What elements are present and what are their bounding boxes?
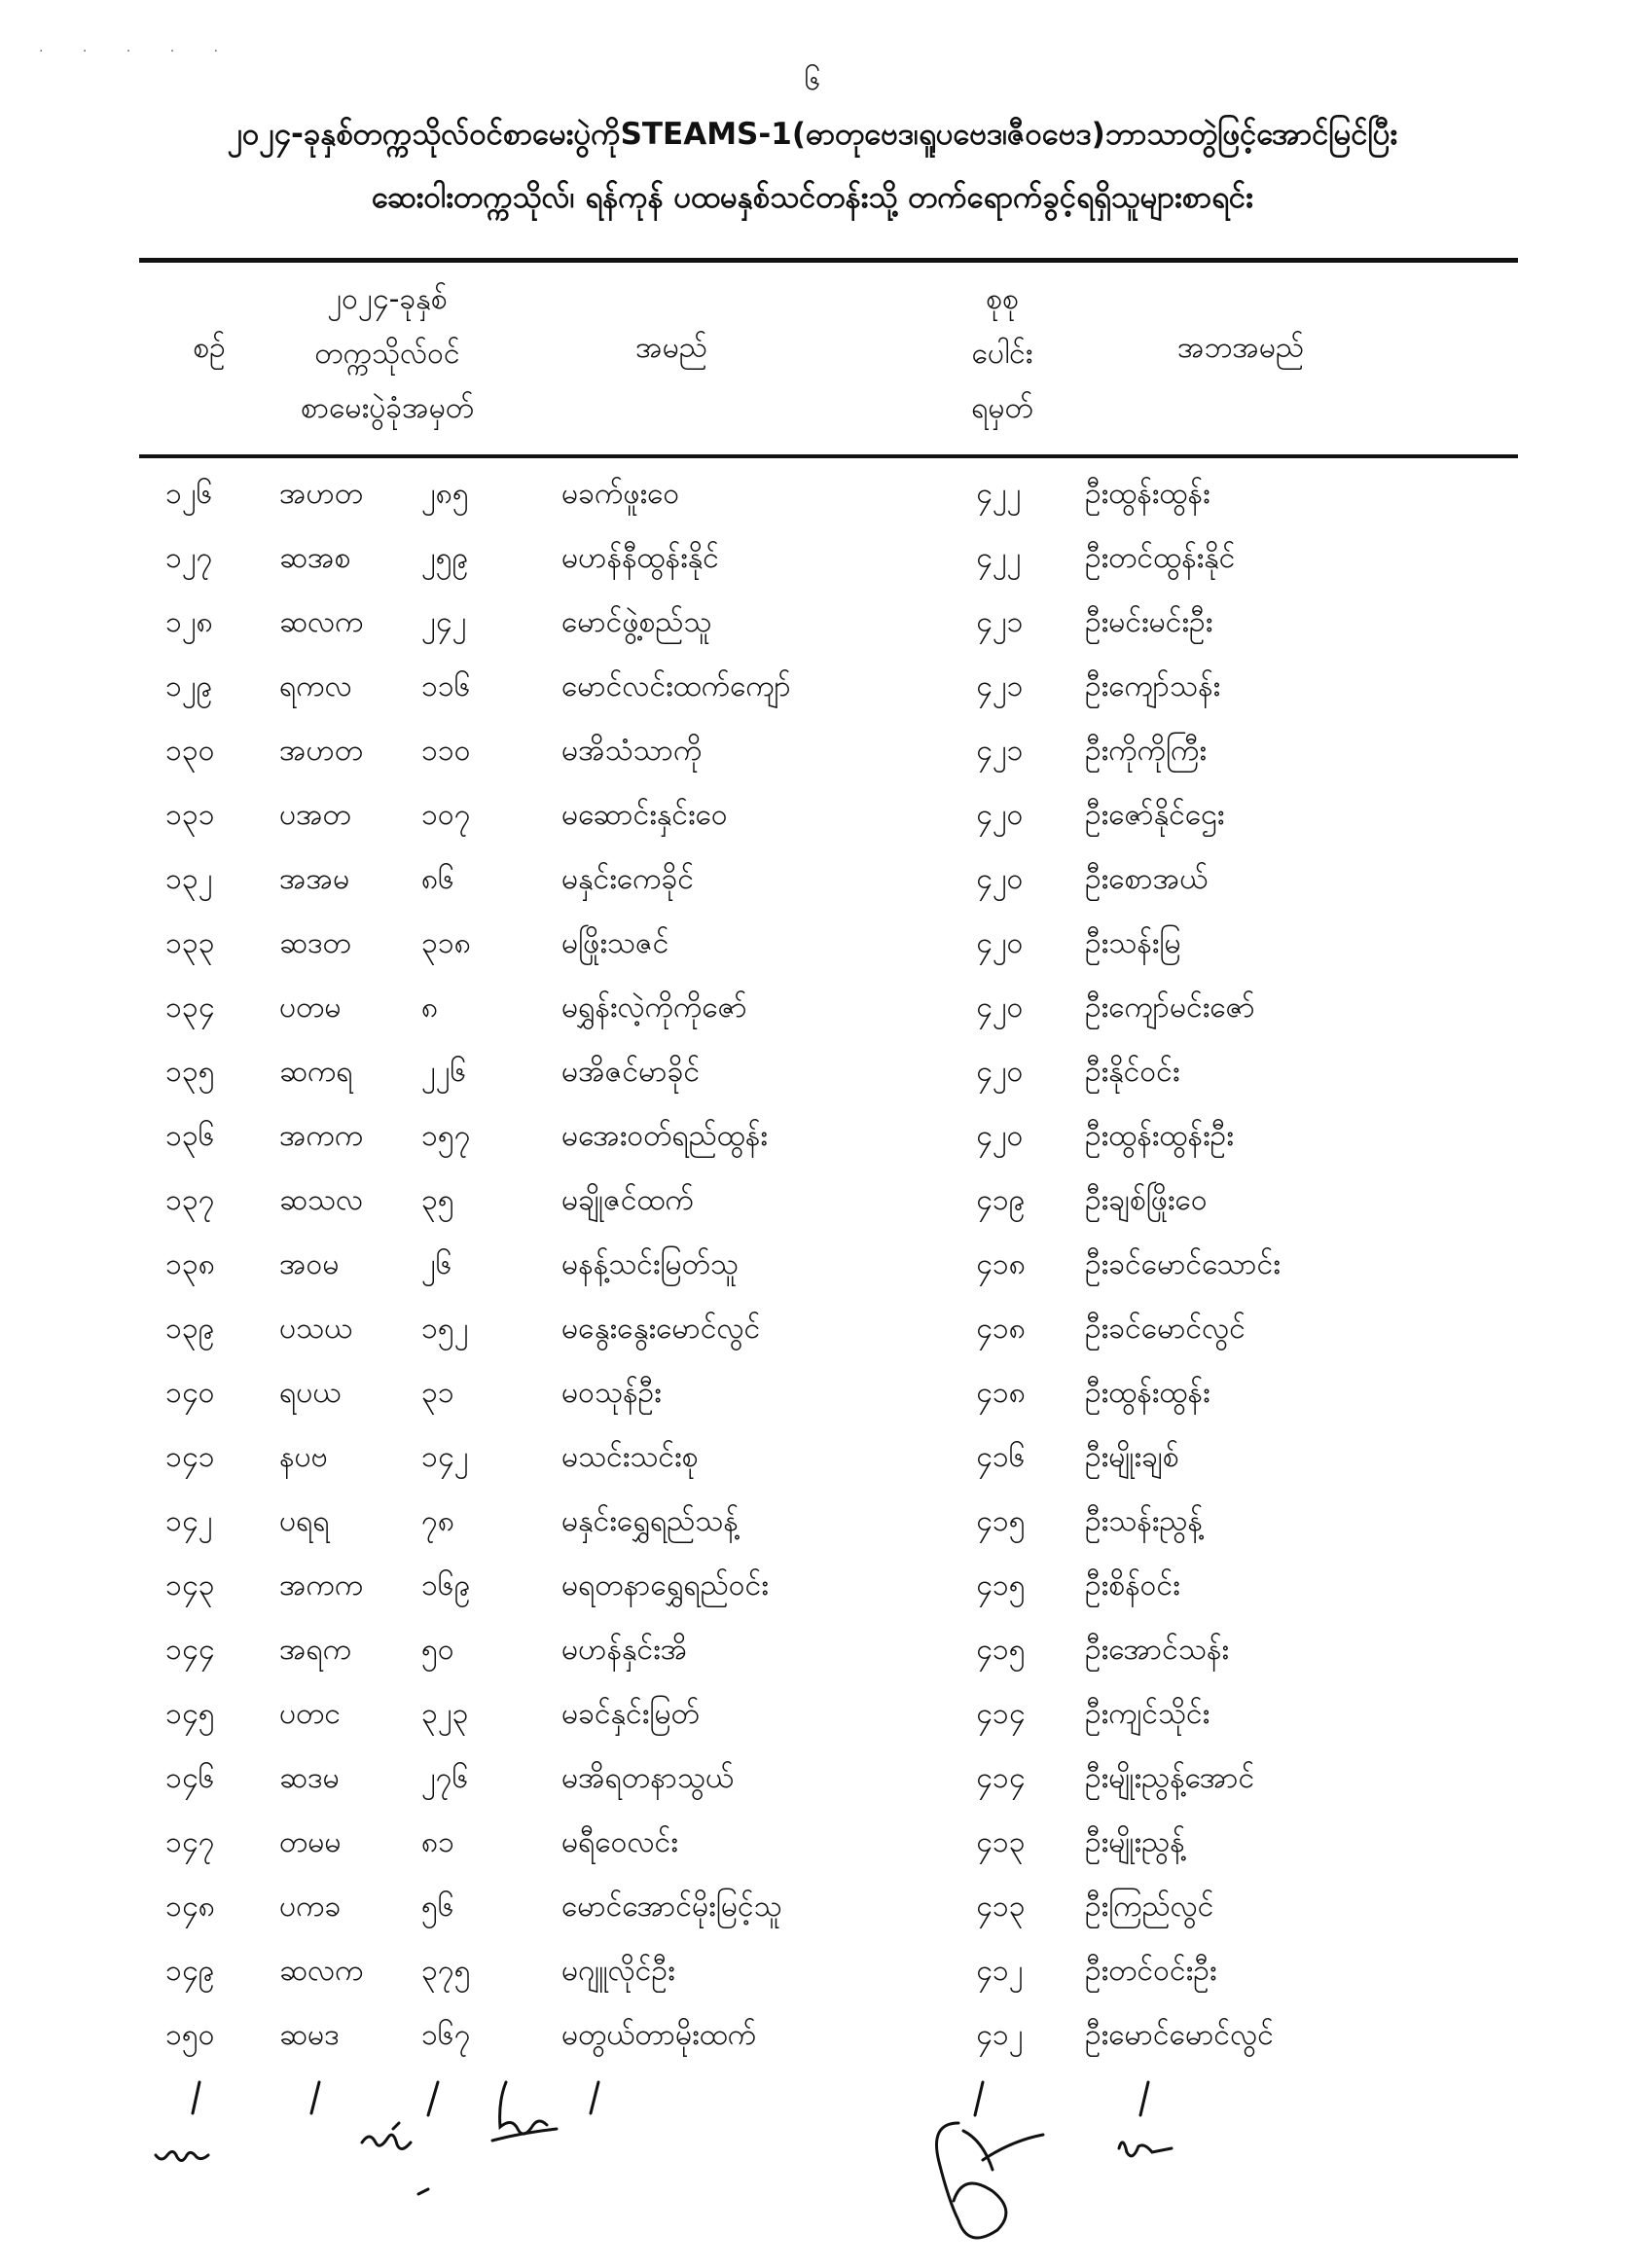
row-serial: ၁၃၇ [165, 1183, 215, 1217]
row-exam-code: ပကခ [279, 1890, 342, 1924]
row-father-name: ဦးတင်ဝင်းဦး [1085, 1954, 1217, 1988]
row-total-marks: ၄၁၄ [976, 1761, 1026, 1795]
row-serial: ၁၃၃ [165, 926, 215, 960]
row-serial: ၁၄၀ [165, 1376, 215, 1410]
row-student-name: မဂျူလိုင်ဦး [561, 1954, 675, 1988]
header-total-line3: ရမှတ် [971, 391, 1033, 425]
row-total-marks: ၄၁၈ [976, 1312, 1026, 1346]
row-total-marks: ၄၂၀ [976, 990, 1024, 1025]
row-serial: ၁၃၄ [165, 990, 215, 1025]
row-father-name: ဦးမောင်မောင်လွင် [1085, 2018, 1274, 2052]
row-student-name: မဝသုန်ဦး [561, 1376, 662, 1410]
row-student-name: မဟန်နီထွန်းနိုင် [561, 541, 719, 575]
row-serial: ၁၄၅ [165, 1697, 215, 1731]
row-exam-number: ၂၇၆ [421, 1761, 469, 1795]
row-exam-number: ၅၀ [421, 1633, 454, 1667]
signature-mark-5 [1140, 2082, 1148, 2115]
row-exam-code: အဟတ [279, 734, 364, 768]
table-row [0, 783, 1625, 847]
row-total-marks: ၄၂၂ [976, 541, 1022, 575]
row-total-marks: ၄၁၈ [976, 1376, 1026, 1410]
row-total-marks: ၄၁၅ [976, 1568, 1026, 1602]
row-father-name: ဦးကျင်သိုင်း [1085, 1697, 1210, 1731]
table-row [0, 1939, 1625, 2003]
row-student-name: မခက်ဖူးဝေ [561, 477, 680, 511]
row-father-name: ဦးကျော်သန်း [1085, 669, 1221, 703]
header-total-line2: ပေါင်း [971, 337, 1033, 371]
row-serial: ၁၂၇ [165, 541, 213, 575]
row-total-marks: ၄၂၀ [976, 1119, 1024, 1153]
row-total-marks: ၄၁၅ [976, 1504, 1026, 1538]
row-exam-number: ၂၈၅ [421, 477, 469, 511]
row-serial: ၁၄၁ [165, 1440, 215, 1474]
row-father-name: ဦးခင်မောင်သောင်း [1085, 1247, 1281, 1281]
row-father-name: ဦးစောအယ် [1085, 862, 1209, 896]
table-row [0, 462, 1625, 526]
row-serial: ၁၄၃ [165, 1568, 215, 1602]
row-serial: ၁၄၆ [165, 1761, 215, 1795]
row-student-name: မနွေးနွေးမောင်လွင် [561, 1312, 761, 1346]
table-row [0, 1618, 1625, 1682]
row-serial: ၁၃၆ [165, 1119, 215, 1153]
row-exam-code: ပတင [279, 1697, 341, 1731]
row-father-name: ဦးထွန်းထွန်း [1085, 477, 1210, 511]
row-total-marks: ၄၁၂ [976, 2018, 1024, 2052]
header-exam-number [261, 272, 514, 436]
row-exam-code: ပသယ [279, 1312, 353, 1346]
row-exam-code: အအမ [279, 862, 350, 896]
table-row [0, 1233, 1625, 1297]
row-total-marks: ၄၁၈ [976, 1247, 1026, 1281]
row-student-name: မဖြိုးသဇင် [561, 926, 669, 960]
row-total-marks: ၄၁၃ [976, 1890, 1026, 1924]
signature-scribble-5 [1119, 2142, 1172, 2156]
row-father-name: ဦးအောင်သန်း [1085, 1633, 1230, 1667]
table-row [0, 655, 1625, 719]
row-student-name: မနှင်းရွှေရည်သန့် [561, 1504, 739, 1538]
table-row [0, 1490, 1625, 1554]
row-student-name: မရီဝေလင်း [561, 1825, 678, 1859]
scan-specks: · · · · · [39, 44, 236, 59]
row-father-name: ဦးသန်းမြ [1085, 926, 1181, 960]
page-number: ၆ [804, 63, 821, 97]
row-father-name: ဦးမျိုးညွန့် [1085, 1825, 1185, 1859]
signature-mark-1 [193, 2082, 199, 2113]
table-row [0, 1746, 1625, 1811]
row-father-name: ဦးမျိုးညွန့်အောင် [1085, 1761, 1255, 1795]
row-exam-code: ဆကရ [279, 1055, 353, 1089]
row-father-name: ဦးထွန်းထွန်း [1085, 1376, 1210, 1410]
table-row [0, 1682, 1625, 1746]
row-total-marks: ၄၁၅ [976, 1633, 1026, 1667]
row-exam-code: ဆလက [279, 605, 364, 639]
table-row [0, 1811, 1625, 1875]
row-exam-code: ရကလ [279, 669, 352, 703]
row-father-name: ဦးမျိုးချစ် [1085, 1440, 1179, 1474]
row-exam-number: ၇၈ [421, 1504, 455, 1538]
row-exam-number: ၂၅၉ [421, 541, 469, 575]
document-title-line1: ၂၀၂၄-ခုနှစ်တက္ကသိုလ်ဝင်စာမေးပွဲကိုSTEAMS-1(ဓာတုဗေဒ၊ရူပဗေဒ၊ဇီဝဗေဒ)ဘာသာတွဲဖြင့်အောင်မြင်ပြီး [227, 117, 1398, 152]
row-serial: ၁၄၄ [165, 1633, 215, 1667]
signature-scribble-4 [937, 2082, 1044, 2238]
row-exam-code: အကက [279, 1119, 364, 1153]
header-exam-line3: စာမေးပွဲခုံအမှတ် [300, 391, 475, 425]
header-exam-line1: ၂၀၂၄-ခုနှစ် [327, 282, 448, 316]
table-row [0, 976, 1625, 1040]
signature-scribble-3 [492, 2082, 557, 2141]
row-serial: ၁၄၈ [165, 1890, 215, 1924]
row-student-name: မောင်အောင်မိုးမြင့်သူ [561, 1890, 782, 1924]
row-student-name: မသင်းသင်းစု [561, 1440, 699, 1474]
table-row [0, 591, 1625, 655]
row-father-name: ဦးကိုကိုကြီး [1085, 734, 1207, 768]
row-student-name: မနှင်းကေခိုင် [561, 862, 695, 896]
row-student-name: မအေးဝတ်ရည်ထွန်း [561, 1119, 768, 1153]
row-exam-code: ဆသလ [279, 1183, 364, 1217]
row-exam-number: ၁၀၇ [421, 798, 471, 832]
row-exam-code: ဆဒမ [279, 1761, 340, 1795]
row-exam-code: နပဗ [279, 1440, 328, 1474]
row-exam-code: ရပယ [279, 1376, 342, 1410]
row-exam-number: ၈၆ [421, 862, 455, 896]
row-exam-code: အရက [279, 1633, 352, 1667]
header-exam-line2: တက္ကသိုလ်ဝင် [314, 337, 460, 371]
row-exam-number: ၃၅ [421, 1183, 454, 1217]
row-total-marks: ၄၂၀ [976, 1055, 1024, 1089]
signature-mark-3 [418, 2082, 438, 2194]
row-total-marks: ၄၁၃ [976, 1825, 1026, 1859]
row-exam-number: ၃၁ [421, 1376, 454, 1410]
row-student-name: မအိဇင်မာခိုင် [561, 1055, 701, 1089]
document-title-line2: ဆေးဝါးတက္ကသိုလ်၊ ရန်ကုန် ပထမနှစ်သင်တန်းသို့ တက်ရောက်ခွင့်ရရှိသူများစာရင်း [372, 180, 1253, 215]
row-exam-number: ၂၂၆ [421, 1055, 467, 1089]
row-exam-number: ၂၆ [421, 1247, 452, 1281]
header-name: အမည် [635, 331, 707, 365]
row-exam-code: တမမ [279, 1825, 342, 1859]
table-row [0, 1875, 1625, 1939]
row-serial: ၁၄၉ [165, 1954, 215, 1988]
signature-scribble-1 [156, 2151, 208, 2160]
row-student-name: မခင်နှင်းမြတ် [561, 1697, 700, 1731]
signature-mark-2 [311, 2082, 319, 2113]
row-serial: ၁၂၈ [165, 605, 213, 639]
row-father-name: ဦးကြည်လွင် [1085, 1890, 1214, 1924]
row-serial: ၁၃၀ [165, 734, 215, 768]
row-exam-code: ပအတ [279, 798, 351, 832]
signatures-area [0, 2053, 1625, 2268]
row-total-marks: ၄၁၆ [976, 1440, 1026, 1474]
row-total-marks: ၄၂၁ [976, 605, 1024, 639]
row-serial: ၁၄၇ [165, 1825, 215, 1859]
row-total-marks: ၄၁၂ [976, 1954, 1024, 1988]
row-exam-number: ၃၇၅ [421, 1954, 471, 1988]
row-total-marks: ၄၂၀ [976, 862, 1024, 896]
row-serial: ၁၃၂ [165, 862, 213, 896]
row-total-marks: ၄၂၁ [976, 669, 1024, 703]
row-exam-code: ဆဒတ [279, 926, 351, 960]
row-father-name: ဦးမင်းမင်းဦး [1085, 605, 1213, 639]
row-total-marks: ၄၂၀ [976, 926, 1024, 960]
header-father-name: အဘအမည် [1176, 331, 1305, 365]
row-exam-number: ၁၆၉ [421, 1568, 471, 1602]
row-exam-number: ၁၆၇ [421, 2018, 471, 2052]
row-serial: ၁၄၂ [165, 1504, 213, 1538]
row-exam-number: ၈ [421, 990, 439, 1025]
row-student-name: မောင်လင်းထက်ကျော် [561, 669, 791, 703]
row-serial: ၁၂၉ [165, 669, 213, 703]
table-row [0, 1425, 1625, 1490]
header-total-line1: စုစု [986, 282, 1019, 316]
row-exam-number: ၂၄၂ [421, 605, 467, 639]
table-row [0, 719, 1625, 783]
row-serial: ၁၃၉ [165, 1312, 215, 1346]
row-total-marks: ၄၂၁ [976, 734, 1024, 768]
row-father-name: ဦးခင်မောင်လွင် [1085, 1312, 1246, 1346]
table-row [0, 1169, 1625, 1233]
table-body [0, 462, 1625, 2068]
row-student-name: မရွှန်းလဲ့ကိုကိုဇော် [561, 990, 747, 1025]
signature-scribble-2 [362, 2123, 411, 2149]
row-exam-number: ၁၁၀ [421, 734, 471, 768]
table-top-rule [139, 258, 1518, 263]
row-exam-code: ပတမ [279, 990, 342, 1025]
row-exam-number: ၅၆ [421, 1890, 454, 1924]
table-row [0, 847, 1625, 912]
row-student-name: မရတနာရွှေရည်ဝင်း [561, 1568, 769, 1602]
row-exam-number: ၃၂၃ [421, 1697, 469, 1731]
row-total-marks: ၄၂၂ [976, 477, 1022, 511]
row-exam-code: အဟတ [279, 477, 364, 511]
row-total-marks: ၄၁၉ [976, 1183, 1026, 1217]
header-serial: စဉ် [193, 331, 226, 365]
row-exam-number: ၁၁၆ [421, 669, 471, 703]
row-exam-code: အဝမ [279, 1247, 340, 1281]
row-serial: ၁၃၅ [165, 1055, 215, 1089]
row-exam-code: ဆလက [279, 1954, 364, 1988]
table-row [0, 1554, 1625, 1618]
row-father-name: ဦးချစ်ဖြိုးဝေ [1085, 1183, 1208, 1217]
table-row [0, 526, 1625, 591]
row-serial: ၁၃၁ [165, 798, 215, 832]
row-serial: ၁၂၆ [165, 477, 213, 511]
row-exam-code: ဆအစ [279, 541, 351, 575]
row-father-name: ဦးစိန်ဝင်း [1085, 1568, 1180, 1602]
row-exam-number: ၁၅၂ [421, 1312, 469, 1346]
row-serial: ၁၅၀ [165, 2018, 215, 2052]
row-father-name: ဦးဇော်နိုင်ဌေး [1085, 798, 1225, 832]
row-student-name: မဟန်နှင်းအိ [561, 1633, 688, 1667]
row-father-name: ဦးထွန်းထွန်းဦး [1085, 1119, 1234, 1153]
row-father-name: ဦးကျော်မင်းဇော် [1085, 990, 1255, 1025]
row-exam-number: ၁၄၂ [421, 1440, 469, 1474]
row-serial: ၁၃၈ [165, 1247, 215, 1281]
row-student-name: မချိုဇင်ထက် [561, 1183, 694, 1217]
row-student-name: မအိသံသာကို [561, 734, 703, 768]
table-header-rule [139, 454, 1518, 458]
row-total-marks: ၄၂၀ [976, 798, 1024, 832]
header-total-marks [939, 272, 1065, 436]
row-student-name: မဆောင်းနှင်းဝေ [561, 798, 728, 832]
signature-mark-4 [591, 2082, 598, 2113]
table-row [0, 1104, 1625, 1169]
table-row [0, 1040, 1625, 1104]
row-father-name: ဦးနိုင်ဝင်း [1085, 1055, 1180, 1089]
table-row [0, 912, 1625, 976]
row-exam-code: ဆမဒ [279, 2018, 340, 2052]
table-row [0, 1297, 1625, 1361]
row-total-marks: ၄၁၄ [976, 1697, 1026, 1731]
table-row [0, 1361, 1625, 1425]
row-father-name: ဦးတင်ထွန်းနိုင် [1085, 541, 1236, 575]
row-exam-number: ၈၁ [421, 1825, 455, 1859]
row-exam-number: ၃၁၈ [421, 926, 471, 960]
row-father-name: ဦးသန်းညွန့် [1085, 1504, 1203, 1538]
row-exam-code: ပရရ [279, 1504, 330, 1538]
row-student-name: မနန့်သင်းမြတ်သူ [561, 1247, 739, 1281]
row-student-name: မတွယ်တာမိုးထက် [561, 2018, 757, 2052]
row-exam-code: အကက [279, 1568, 364, 1602]
row-exam-number: ၁၅၇ [421, 1119, 471, 1153]
row-student-name: မအိရတနာသွယ် [561, 1761, 735, 1795]
row-student-name: မောင်ဖွဲ့စည်သူ [561, 605, 712, 639]
